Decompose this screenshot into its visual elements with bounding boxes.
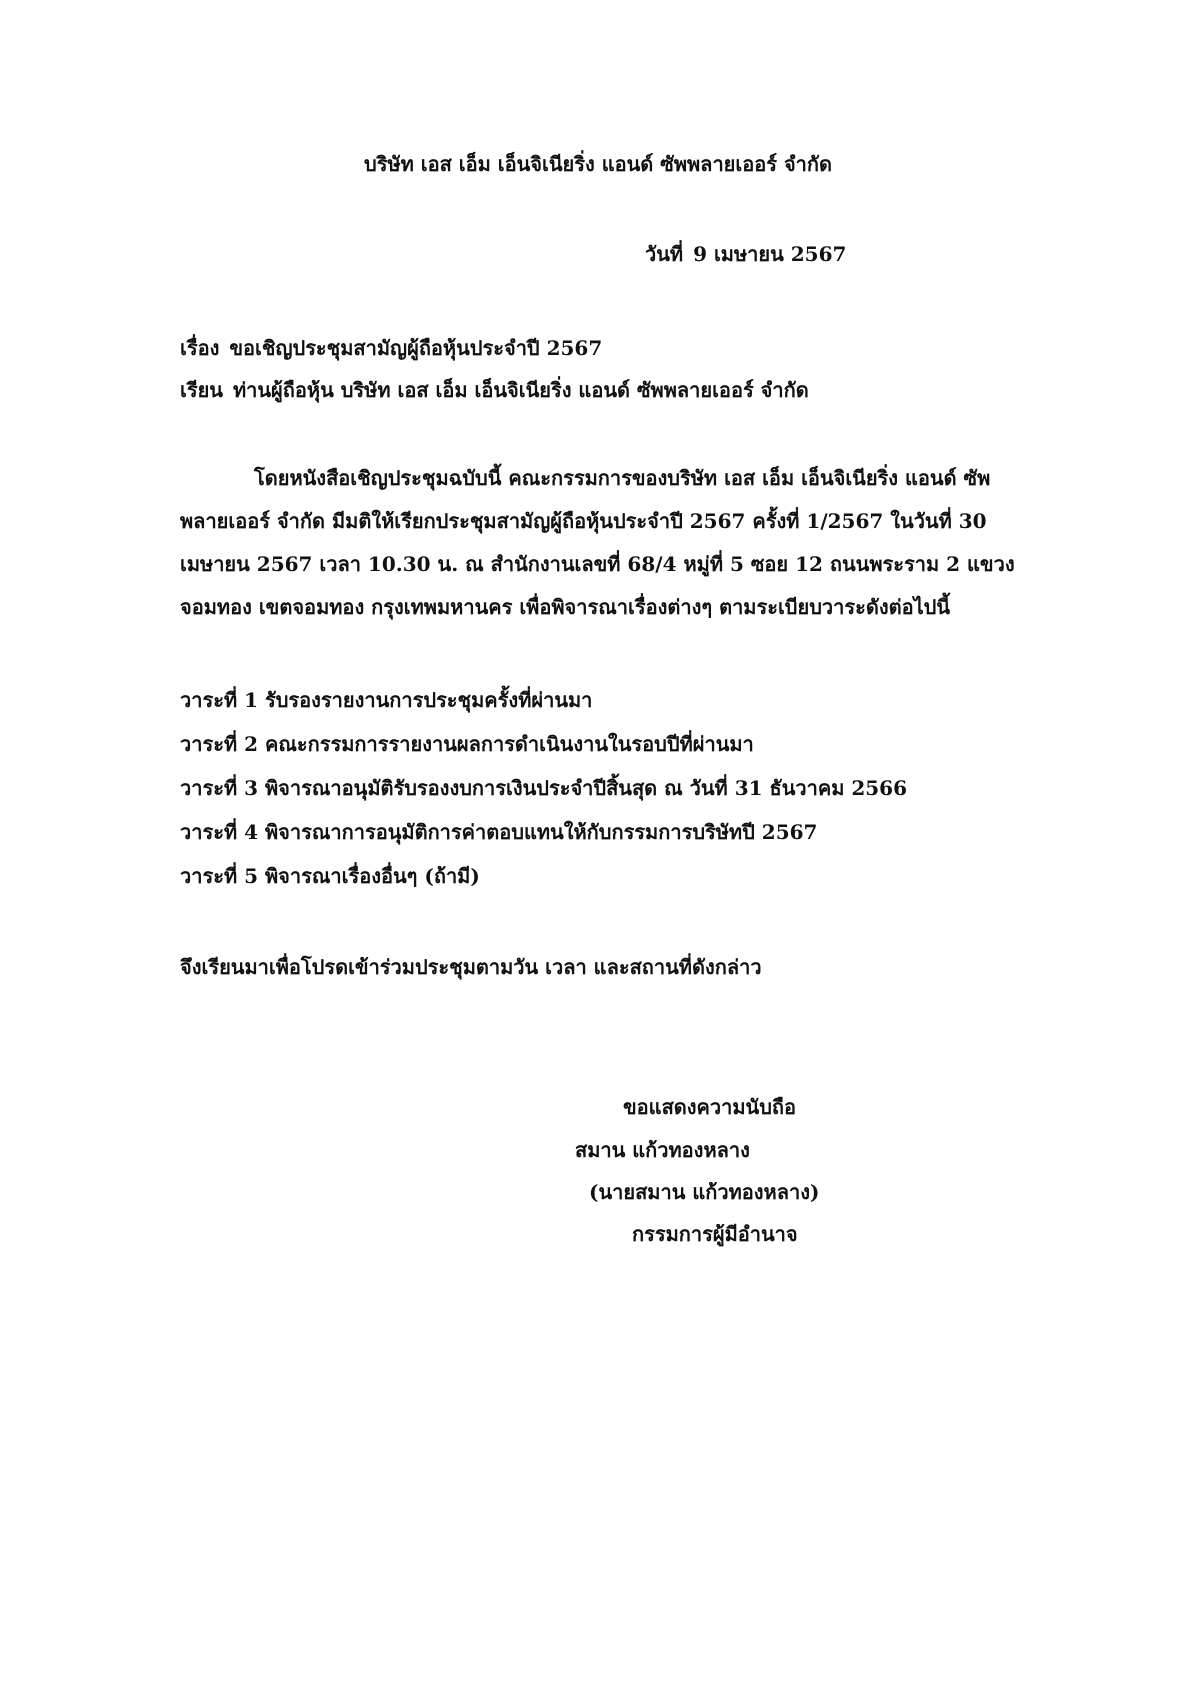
agenda-list — [180, 688, 907, 908]
agenda-item: วาระที่ 2 คณะกรรมการรายงานผลการดำเนินงานในรอบปีที่ผ่านมา — [180, 732, 754, 756]
recipient-label: เรียน — [180, 378, 223, 402]
subject-text: ขอเชิญประชุมสามัญผู้ถือหุ้นประจำปี 2567 — [229, 336, 603, 360]
company-title: บริษัท เอส เอ็ม เอ็นจิเนียริ่ง แอนด์ ซัพพลายเออร์ จำกัด — [364, 152, 832, 176]
date-label: วันที่ — [645, 242, 684, 266]
agenda-item: วาระที่ 4 พิจารณาการอนุมัติการค่าตอบแทนให้กับกรรมการบริษัทปี 2567 — [180, 820, 818, 844]
agenda-item: วาระที่ 5 พิจารณาเรื่องอื่นๆ (ถ้ามี) — [180, 864, 480, 888]
body-line: โดยหนังสือเชิญประชุมฉบับนี้ คณะกรรมการของบริษัท เอส เอ็ม เอ็นจิเนียริ่ง แอนด์ ซัพ — [254, 466, 991, 490]
signature-printed-name: (นายสมาน แก้วทองหลาง) — [589, 1180, 820, 1204]
signature-regards: ขอแสดงความนับถือ — [623, 1095, 797, 1119]
recipient-line — [180, 378, 809, 402]
date-line — [645, 242, 846, 266]
agenda-item: วาระที่ 3 พิจารณาอนุมัติรับรองงบการเงินประจำปีสิ้นสุด ณ วันที่ 31 ธันวาคม 2566 — [180, 776, 908, 800]
subject-label: เรื่อง — [180, 336, 220, 360]
recipient-text: ท่านผู้ถือหุ้น บริษัท เอส เอ็ม เอ็นจิเนียริ่ง แอนด์ ซัพพลายเออร์ จำกัด — [232, 378, 809, 402]
signature-name: สมาน แก้วทองหลาง — [575, 1138, 750, 1162]
subject-line — [180, 336, 602, 360]
body-paragraph — [180, 466, 1015, 638]
body-line: พลายเออร์ จำกัด มีมติให้เรียกประชุมสามัญผู้ถือหุ้นประจำปี 2567 ครั้งที่ 1/2567 ในวันที่ 30 — [180, 509, 987, 533]
body-line: จอมทอง เขตจอมทอง กรุงเทพมหานคร เพื่อพิจารณาเรื่องต่างๆ ตามระเบียบวาระดังต่อไปนี้ — [180, 595, 951, 619]
date-value: 9 เมษายน 2567 — [693, 242, 847, 266]
agenda-item: วาระที่ 1 รับรองรายงานการประชุมครั้งที่ผ่านมา — [180, 688, 593, 712]
signature-title: กรรมการผู้มีอำนาจ — [632, 1222, 798, 1246]
body-line: เมษายน 2567 เวลา 10.30 น. ณ สำนักงานเลขที่ 68/4 หมู่ที่ 5 ซอย 12 ถนนพระราม 2 แขวง — [180, 552, 1015, 576]
closing-text: จึงเรียนมาเพื่อโปรดเข้าร่วมประชุมตามวัน เวลา และสถานที่ดังกล่าว — [180, 955, 762, 979]
